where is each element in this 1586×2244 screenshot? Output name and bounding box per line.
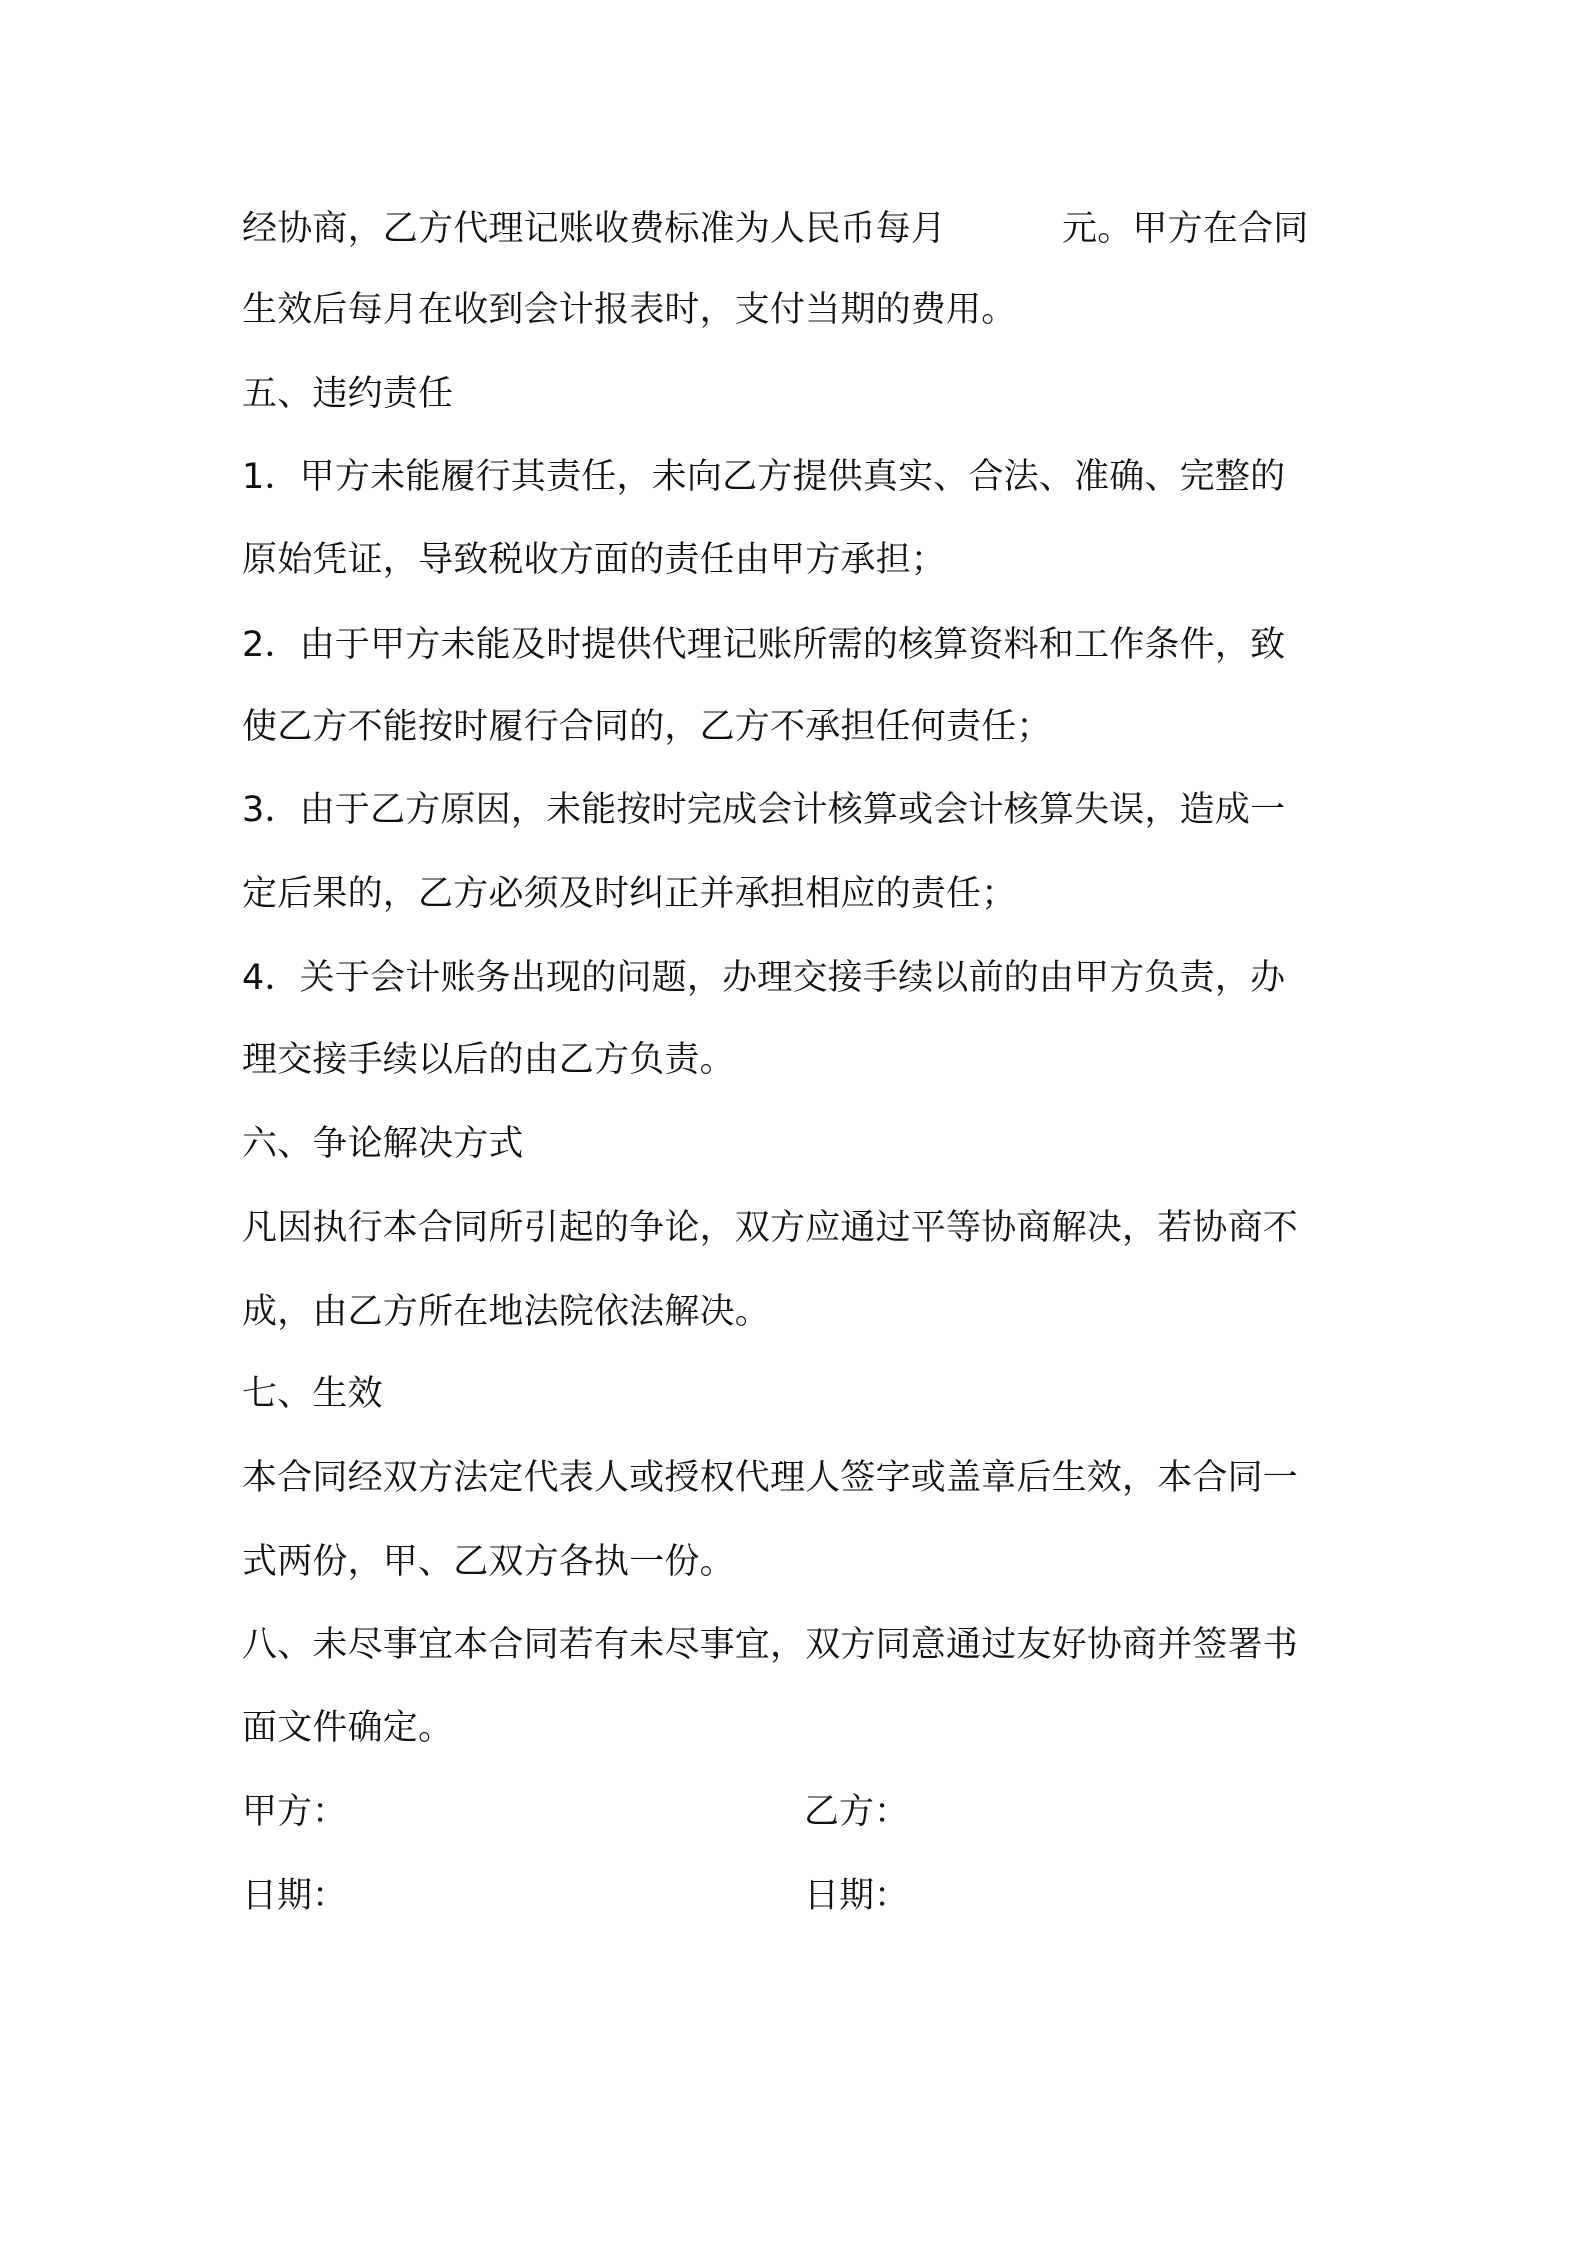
fee-standard-text-before: 经协商，乙方代理记账收费标准为人民币每月 — [242, 209, 947, 249]
party-b-signature-label: 乙方： — [804, 1792, 910, 1832]
party-a-date-label: 日期： — [242, 1876, 348, 1916]
section-breach-heading: 五、违约责任 — [242, 374, 454, 414]
dispute-clause-line-1: 凡因执行本合同所引起的争论，双方应通过平等协商解决，若协商不 — [242, 1208, 1299, 1248]
section-effective-heading: 七、生效 — [242, 1374, 383, 1414]
breach-clause-3-line-2: 定后果的，乙方必须及时纠正并承担相应的责任； — [242, 874, 1017, 914]
breach-clause-4-line-1: 4．关于会计账务出现的问题，办理交接手续以前的由甲方负责，办 — [242, 958, 1286, 998]
section-misc-line-1: 八、未尽事宜本合同若有未尽事宜，双方同意通过友好协商并签署书 — [242, 1625, 1299, 1665]
breach-clause-2-line-2: 使乙方不能按时履行合同的，乙方不承担任何责任； — [242, 707, 1052, 747]
effective-clause-line-2: 式两份，甲、乙双方各执一份。 — [242, 1542, 735, 1582]
breach-clause-4-line-2: 理交接手续以后的由乙方负责。 — [242, 1040, 735, 1080]
party-b-date-label: 日期： — [804, 1876, 910, 1916]
section-misc-line-2: 面文件确定。 — [242, 1708, 454, 1748]
section-dispute-heading: 六、争论解决方式 — [242, 1124, 524, 1164]
dispute-clause-line-2: 成，由乙方所在地法院依法解决。 — [242, 1292, 771, 1332]
fee-standard-text-after: 元。甲方在合同 — [1062, 209, 1309, 249]
breach-clause-3-line-1: 3．由于乙方原因，未能按时完成会计核算或会计核算失误，造成一 — [242, 790, 1286, 830]
effective-clause-line-1: 本合同经双方法定代表人或授权代理人签字或盖章后生效，本合同一 — [242, 1458, 1299, 1498]
party-a-signature-label: 甲方： — [242, 1792, 348, 1832]
payment-line: 生效后每月在收到会计报表时，支付当期的费用。 — [242, 290, 1017, 330]
breach-clause-1-line-2: 原始凭证，导致税收方面的责任由甲方承担； — [242, 540, 947, 580]
fee-standard-line — [242, 204, 1308, 254]
breach-clause-2-line-1: 2．由于甲方未能及时提供代理记账所需的核算资料和工作条件，致 — [242, 625, 1286, 665]
breach-clause-1-line-1: 1．甲方未能履行其责任，未向乙方提供真实、合法、准确、完整的 — [242, 457, 1286, 497]
